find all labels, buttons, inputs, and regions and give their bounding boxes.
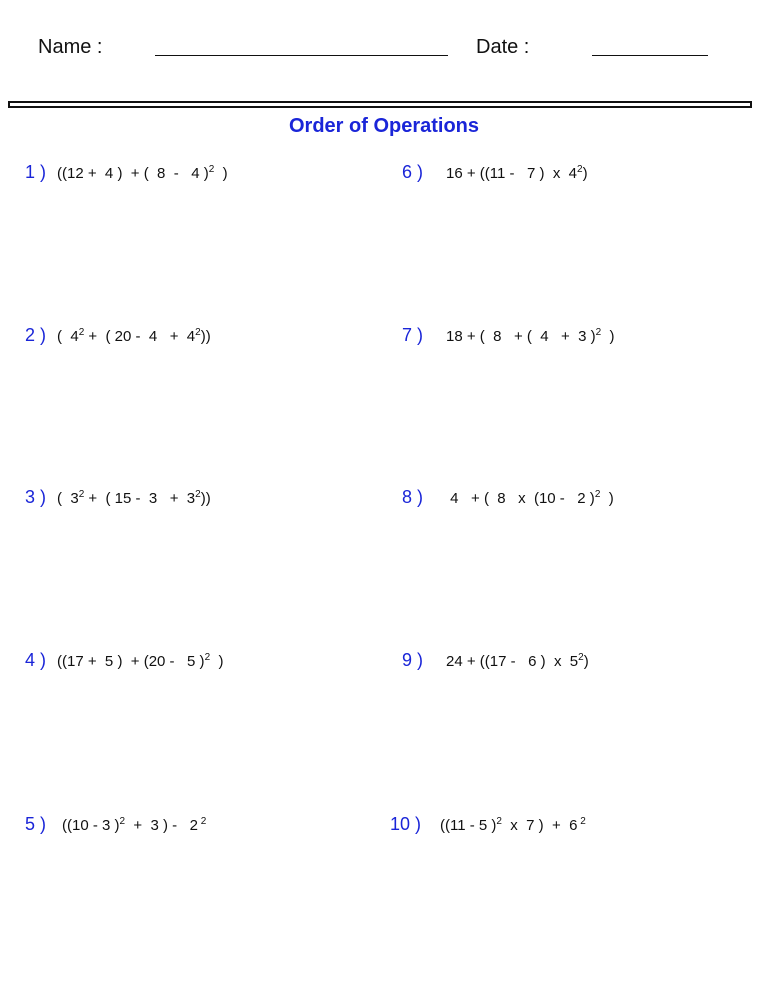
- problem-number: 6 ): [402, 162, 424, 182]
- exponent: 2: [496, 816, 502, 827]
- problem-expression: [57, 164, 228, 182]
- problem-expression: [446, 327, 615, 345]
- expression-text: ): [600, 490, 614, 507]
- worksheet-title: Order of Operations: [288, 115, 480, 137]
- problem-expression: [446, 489, 614, 507]
- exponent: 2: [578, 652, 584, 663]
- expression-text: ): [601, 328, 615, 345]
- expression-text: ): [583, 653, 589, 670]
- header-divider: [8, 101, 752, 108]
- problem-number: 7 ): [402, 325, 424, 345]
- problem-number: 9 ): [402, 650, 424, 670]
- expression-text: ): [210, 653, 224, 670]
- expression-text: ): [214, 165, 228, 182]
- exponent: 2: [208, 164, 215, 175]
- expression-text: ): [582, 165, 588, 182]
- expression-text: ( 3: [57, 490, 79, 507]
- problem-expression: [440, 816, 586, 834]
- problem-expression: [446, 164, 588, 182]
- exponent: 2: [195, 327, 201, 338]
- exponent: 2: [78, 327, 85, 338]
- problem-expression: [446, 652, 589, 670]
- expression-text: ((12 + 4 ) + ( 8 - 4 ): [57, 165, 209, 182]
- name-field-line[interactable]: [155, 55, 448, 56]
- exponent: 2: [577, 816, 586, 827]
- expression-text: )): [200, 328, 211, 345]
- problem-number: 5 ): [25, 814, 47, 834]
- expression-text: ((11 - 5 ): [440, 817, 497, 834]
- problem-number: 8 ): [402, 487, 424, 507]
- expression-text: 18 + ( 8 + ( 4 + 3 ): [446, 328, 596, 345]
- expression-text: 16 + ((11 - 7 ) x 4: [446, 165, 578, 182]
- problem-number: 2 ): [25, 325, 47, 345]
- date-label: Date :: [476, 36, 530, 58]
- exponent: 2: [119, 816, 126, 827]
- problem-number: 3 ): [25, 487, 47, 507]
- expression-text: 24 + ((17 - 6 ) x 5: [446, 653, 579, 670]
- expression-text: ((17 + 5 ) + (20 - 5 ): [57, 653, 205, 670]
- exponent: 2: [594, 489, 601, 500]
- expression-text: ((10 - 3 ): [62, 817, 120, 834]
- exponent: 2: [595, 327, 602, 338]
- problem-number: 1 ): [25, 162, 47, 182]
- expression-text: ( 4: [57, 328, 79, 345]
- exponent: 2: [204, 652, 211, 663]
- exponent: 2: [577, 164, 583, 175]
- expression-text: )): [200, 490, 211, 507]
- problem-number: 4 ): [25, 650, 47, 670]
- expression-text: + ( 15 - 3 + 3: [84, 490, 196, 507]
- problem-expression: [62, 816, 206, 834]
- exponent: 2: [195, 489, 201, 500]
- expression-text: 4 + ( 8 x (10 - 2 ): [446, 490, 595, 507]
- date-field-line[interactable]: [592, 55, 708, 56]
- problem-expression: [57, 652, 223, 670]
- exponent: 2: [198, 816, 207, 827]
- problem-expression: [57, 489, 211, 507]
- name-label: Name :: [38, 36, 103, 58]
- expression-text: + 3 ) - 2: [125, 817, 199, 834]
- problem-expression: [57, 327, 211, 345]
- expression-text: + ( 20 - 4 + 4: [84, 328, 196, 345]
- problem-number: 10 ): [390, 814, 422, 834]
- exponent: 2: [78, 489, 85, 500]
- expression-text: x 7 ) + 6: [501, 817, 578, 834]
